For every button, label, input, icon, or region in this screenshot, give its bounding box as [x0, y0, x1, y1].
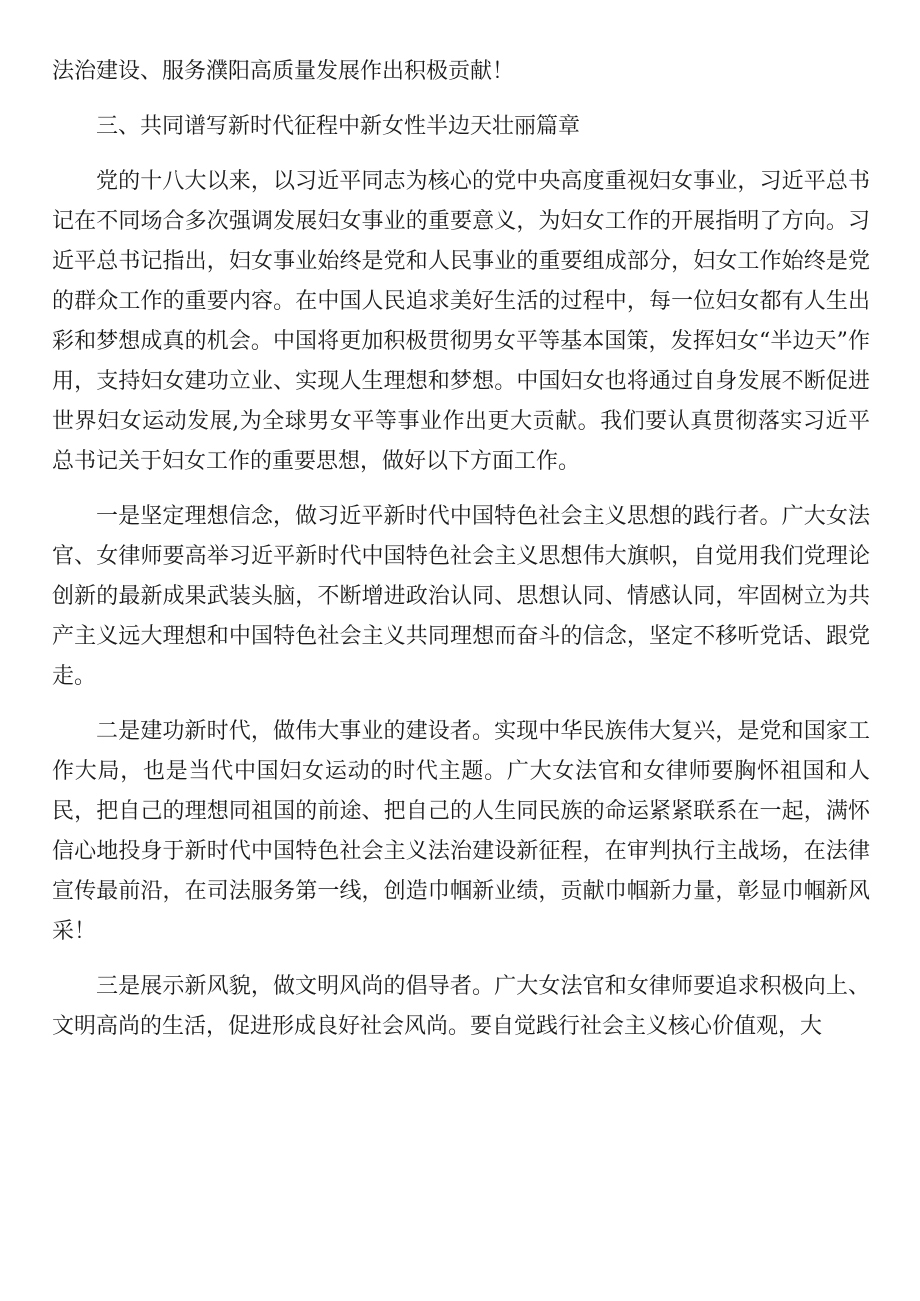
paragraph-point-one: 一是坚定理想信念，做习近平新时代中国特色社会主义思想的践行者。广大女法官、女律师要高举习近平新时代中国特色社会主义思想伟大旗帜，自觉用我们党理论创新的最新成果武装头脑，不断增进政治认同、思想认同、情感认同，牢固树立为共产主义远大理想和中国特色社会主义共同理想而奋斗的信念，坚定不移听党话、跟党走。	[52, 504, 870, 689]
paragraph-intro: 党的十八大以来，以习近平同志为核心的党中央高度重视妇女事业，习近平总书记在不同场合多次强调发展妇女事业的重要意义，为妇女工作的开展指明了方向。习近平总书记指出，妇女事业始终是党和人民事业的重要组成部分，妇女工作始终是党的群众工作的重要内容。在中国人民追求美好生活的过程中，每一位妇女都有人生出彩和梦想成真的机会。中国将更加积极贯彻男女平等基本国策，发挥妇女“半边天”作用，支持妇女建功立业、实现人生理想和梦想。中国妇女也将通过自身发展不断促进世界妇女运动发展,为全球男女平等事业作出更大贡献。我们要认真贯彻落实习近平总书记关于妇女工作的重要思想，做好以下方面工作。	[52, 169, 870, 474]
document-page	[52, 52, 870, 1062]
paragraph-point-two: 二是建功新时代，做伟大事业的建设者。实现中华民族伟大复兴，是党和国家工作大局，也是当代中国妇女运动的时代主题。广大女法官和女律师要胸怀祖国和人民，把自己的理想同祖国的前途、把自己的人生同民族的命运紧紧联系在一起，满怀信心地投身于新时代中国特色社会主义法治建设新征程，在审判执行主战场，在法律宣传最前沿，在司法服务第一线，创造巾帼新业绩，贡献巾帼新力量，彰显巾帼新风采！	[52, 719, 870, 944]
paragraph-point-three: 三是展示新风貌，做文明风尚的倡导者。广大女法官和女律师要追求积极向上、文明高尚的生活，促进形成良好社会风尚。要自觉践行社会主义核心价值观，大	[52, 974, 870, 1039]
paragraph-continuation: 法治建设、服务濮阳高质量发展作出积极贡献！	[52, 59, 515, 84]
section-heading: 三、共同谱写新时代征程中新女性半边天壮丽篇章	[96, 114, 581, 139]
